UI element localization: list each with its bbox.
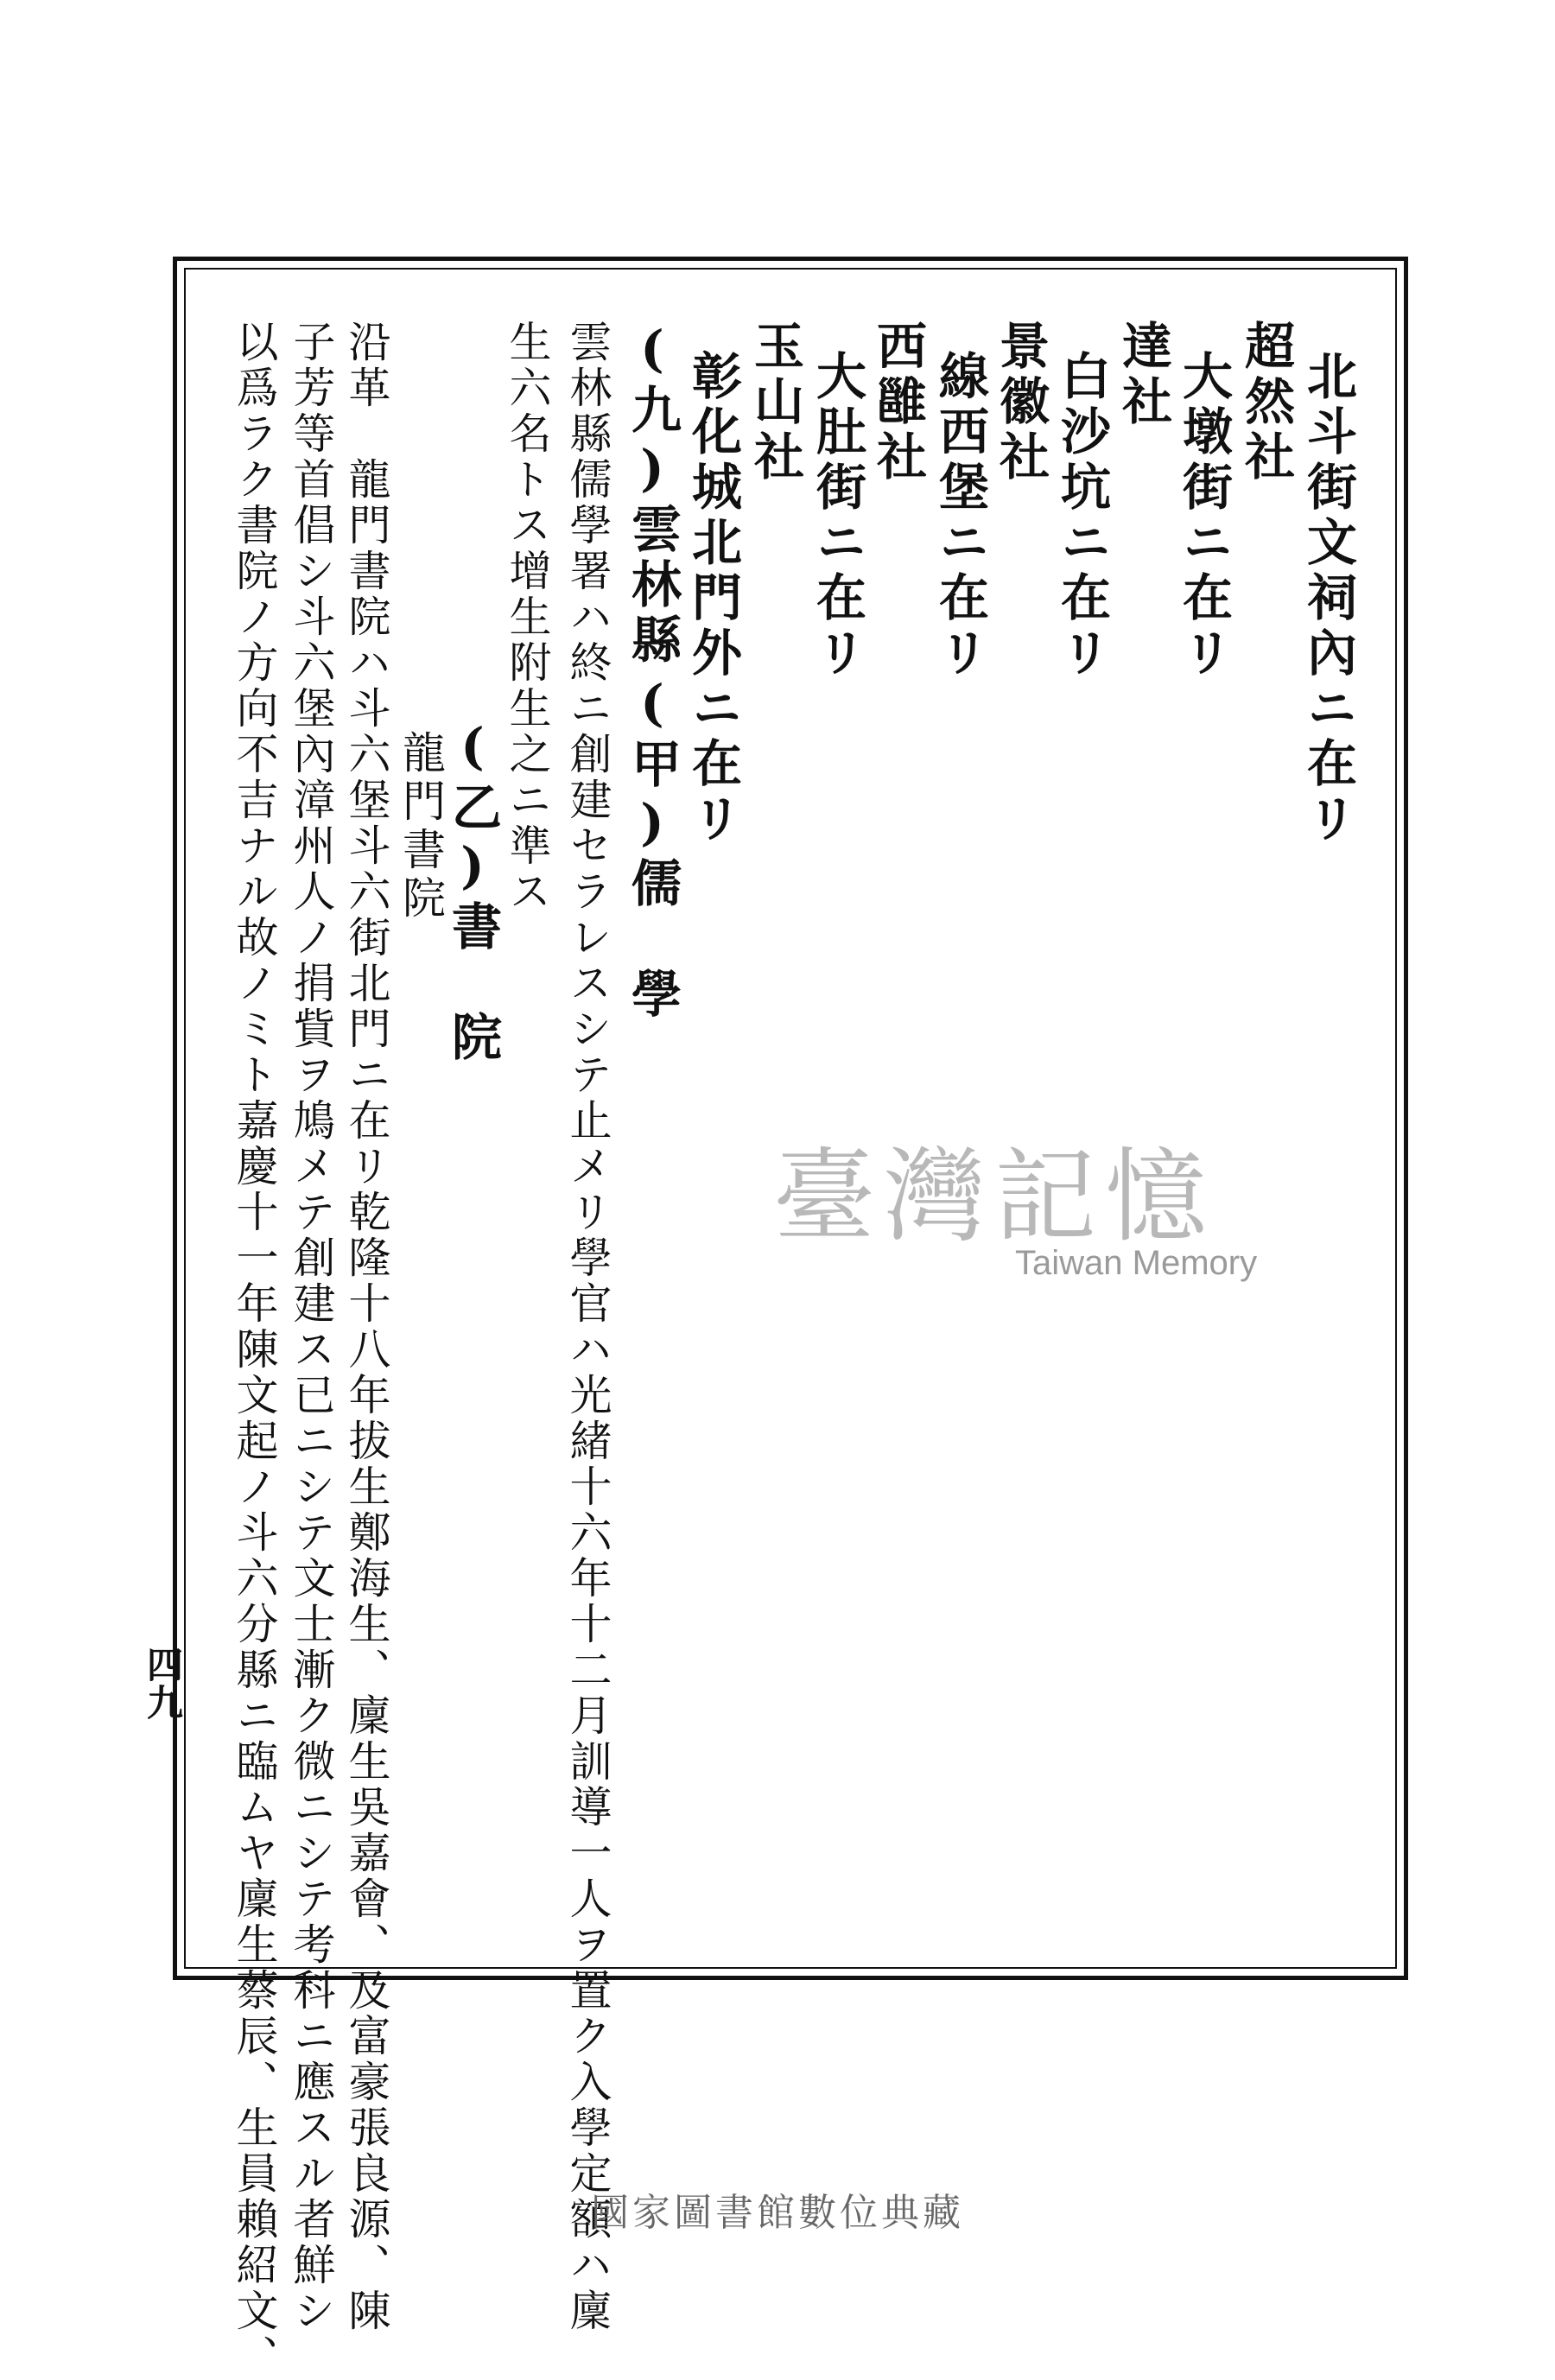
text-column-confucian-2: 生六名トス增生附生之ニ準ス [503, 320, 552, 915]
text-column-3: 大墩街ニ在リ [1174, 350, 1233, 682]
text-column-confucian-1: 雲林縣儒學署ハ終ニ創建セラレスシテ止メリ學官ハ光緒十六年十二月訓導一人ヲ置ク入學定額ハ廩 [563, 320, 612, 2334]
text-column-11: 彰化城北門外ニ在リ [683, 350, 742, 847]
text-column-7: 線西堡ニ在リ [930, 350, 989, 682]
subheading-confucian-school: (甲)儒 學 [623, 674, 682, 1023]
text-column-8: 西雝社 [868, 320, 927, 486]
text-column-9: 大肚街ニ在リ [808, 350, 866, 682]
footer-archive-label: 國家圖書館數位典藏 [591, 2191, 964, 2235]
watermark-logo-english: Taiwan Memory [1015, 1244, 1258, 1282]
text-column-4: 達社 [1114, 320, 1172, 430]
watermark-logo-text: 臺灣記憶 [773, 1137, 1216, 1256]
section-heading-yunlin: (九)雲林縣 [623, 320, 682, 669]
text-column-6: 景徽社 [991, 320, 1050, 486]
text-column-history-1: 沿革 龍門書院ハ斗六堡斗六街北門ニ在リ乾隆十八年拔生鄭海生、廩生吳嘉會、及富豪張良源、陳 [342, 320, 391, 2334]
text-column-history-3: 以爲ラク書院ノ方向不吉ナル故ノミト嘉慶十一年陳文起ノ斗六分縣ニ臨ムヤ廩生蔡辰、生員賴紹文、 [230, 320, 279, 2380]
page-number: 四九 [142, 1646, 184, 1722]
text-column-2: 超然社 [1236, 320, 1295, 486]
academy-name: 龍門書院 [396, 730, 446, 923]
text-column-1: 北斗街文祠內ニ在リ [1298, 350, 1357, 847]
text-column-history-2: 子芳等首倡シ斗六堡內漳州人ノ捐貲ヲ鳩メテ創建ス已ニシテ文士漸ク微ニシテ考科ニ應スル者鮮シ [287, 320, 336, 2334]
subheading-academy: (乙)書 院 [443, 717, 502, 1066]
text-column-10: 玉山社 [746, 320, 804, 486]
text-column-5: 白沙坑ニ在リ [1052, 350, 1111, 682]
